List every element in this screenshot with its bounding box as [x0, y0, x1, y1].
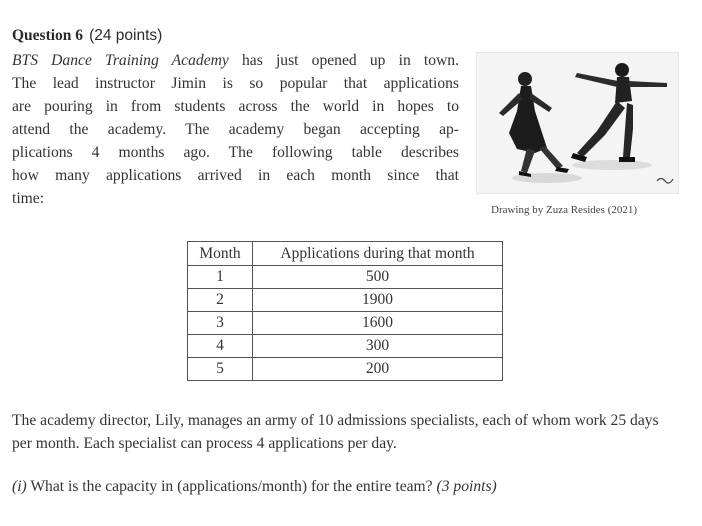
table-row — [188, 312, 503, 335]
applications-cell: 500 — [253, 266, 503, 289]
table-row — [188, 289, 503, 312]
question-i — [12, 478, 497, 496]
applications-cell: 200 — [253, 358, 503, 381]
intro-line-0: has just opened up in town. — [228, 52, 460, 69]
intro-line-2: are pouring in from students across the world in hopes to — [12, 98, 459, 115]
intro-line-4: plications 4 months ago. The following table describes — [12, 144, 459, 161]
intro-line-5: how many applications arrived in each month since that — [12, 167, 459, 184]
month-cell: 2 — [188, 289, 253, 312]
intro-line-1: The lead instructor Jimin is so popular that applications — [12, 75, 459, 92]
question-points: (24 points) — [89, 27, 163, 44]
intro-line-3: attend the academy. The academy began accepting ap- — [12, 121, 459, 138]
figure-caption: Drawing by Zuza Resides (2021) — [491, 204, 638, 216]
question-number: Question 6 — [12, 27, 84, 44]
table-header-row — [188, 242, 503, 266]
applications-cell: 1900 — [253, 289, 503, 312]
month-cell: 3 — [188, 312, 253, 335]
applications-cell: 300 — [253, 335, 503, 358]
intro-line-6: time: — [12, 190, 45, 207]
applications-cell: 1600 — [253, 312, 503, 335]
dancers-drawing — [476, 52, 679, 194]
table-row — [188, 358, 503, 381]
intro-paragraph — [12, 49, 459, 210]
table-row — [188, 266, 503, 289]
question-i-marker: (i) — [12, 478, 27, 495]
applications-table — [187, 241, 503, 381]
header-applications: Applications during that month — [253, 242, 503, 266]
month-cell: 1 — [188, 266, 253, 289]
month-cell: 4 — [188, 335, 253, 358]
question-i-text: What is the capacity in (applications/month) for the entire team? — [30, 478, 433, 495]
director-paragraph: The academy director, Lily, manages an army of 10 admissions specialists, each of whom work 25 days per month. Each specialist can process 4 applications per day. — [12, 412, 659, 452]
question-i-points: (3 points) — [436, 478, 497, 495]
table-row — [188, 335, 503, 358]
academy-name: BTS Dance Training Academy — [12, 52, 229, 69]
dancers-illustration — [477, 53, 678, 193]
header-month: Month — [188, 242, 253, 266]
question-heading — [12, 26, 162, 45]
month-cell: 5 — [188, 358, 253, 381]
